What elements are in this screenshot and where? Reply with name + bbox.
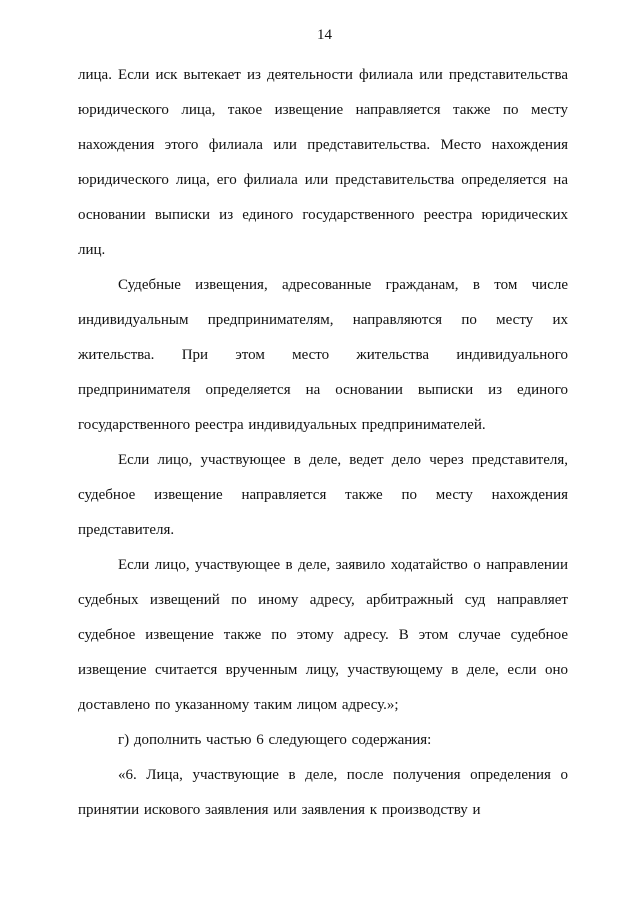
paragraph: лица. Если иск вытекает из деятельности филиала или представительства юридического лица, такое извещение направляется также по месту нахождения этого филиала или представительства. Место нахождения юридического лица, его филиала или представительства определяется на основании выписки из единого государственного реестра юридических лиц. bbox=[78, 67, 568, 258]
paragraph: г) дополнить частью 6 следующего содержания: bbox=[118, 732, 432, 748]
document-body bbox=[78, 58, 568, 828]
paragraph: Если лицо, участвующее в деле, заявило ходатайство о направлении судебных извещений по иному адресу, арбитражный суд направляет судебное извещение также по этому адресу. В этом случае судебное извещение считается врученным лицу, участвующему в деле, если оно доставлено по указанному таким лицом адресу.»; bbox=[78, 557, 568, 713]
paragraph: «6. Лица, участвующие в деле, после получения определения о принятии искового заявления или заявления к производству и bbox=[78, 767, 568, 818]
paragraph: Судебные извещения, адресованные гражданам, в том числе индивидуальным предпринимателям, направляются по месту их жительства. При этом место жительства индивидуального предпринимателя определяется на основании выписки из единого государственного реестра индивидуальных предпринимателей. bbox=[78, 277, 568, 433]
page-number: 14 bbox=[317, 27, 332, 43]
paragraph: Если лицо, участвующее в деле, ведет дело через представителя, судебное извещение направляется также по месту нахождения представителя. bbox=[78, 452, 568, 538]
